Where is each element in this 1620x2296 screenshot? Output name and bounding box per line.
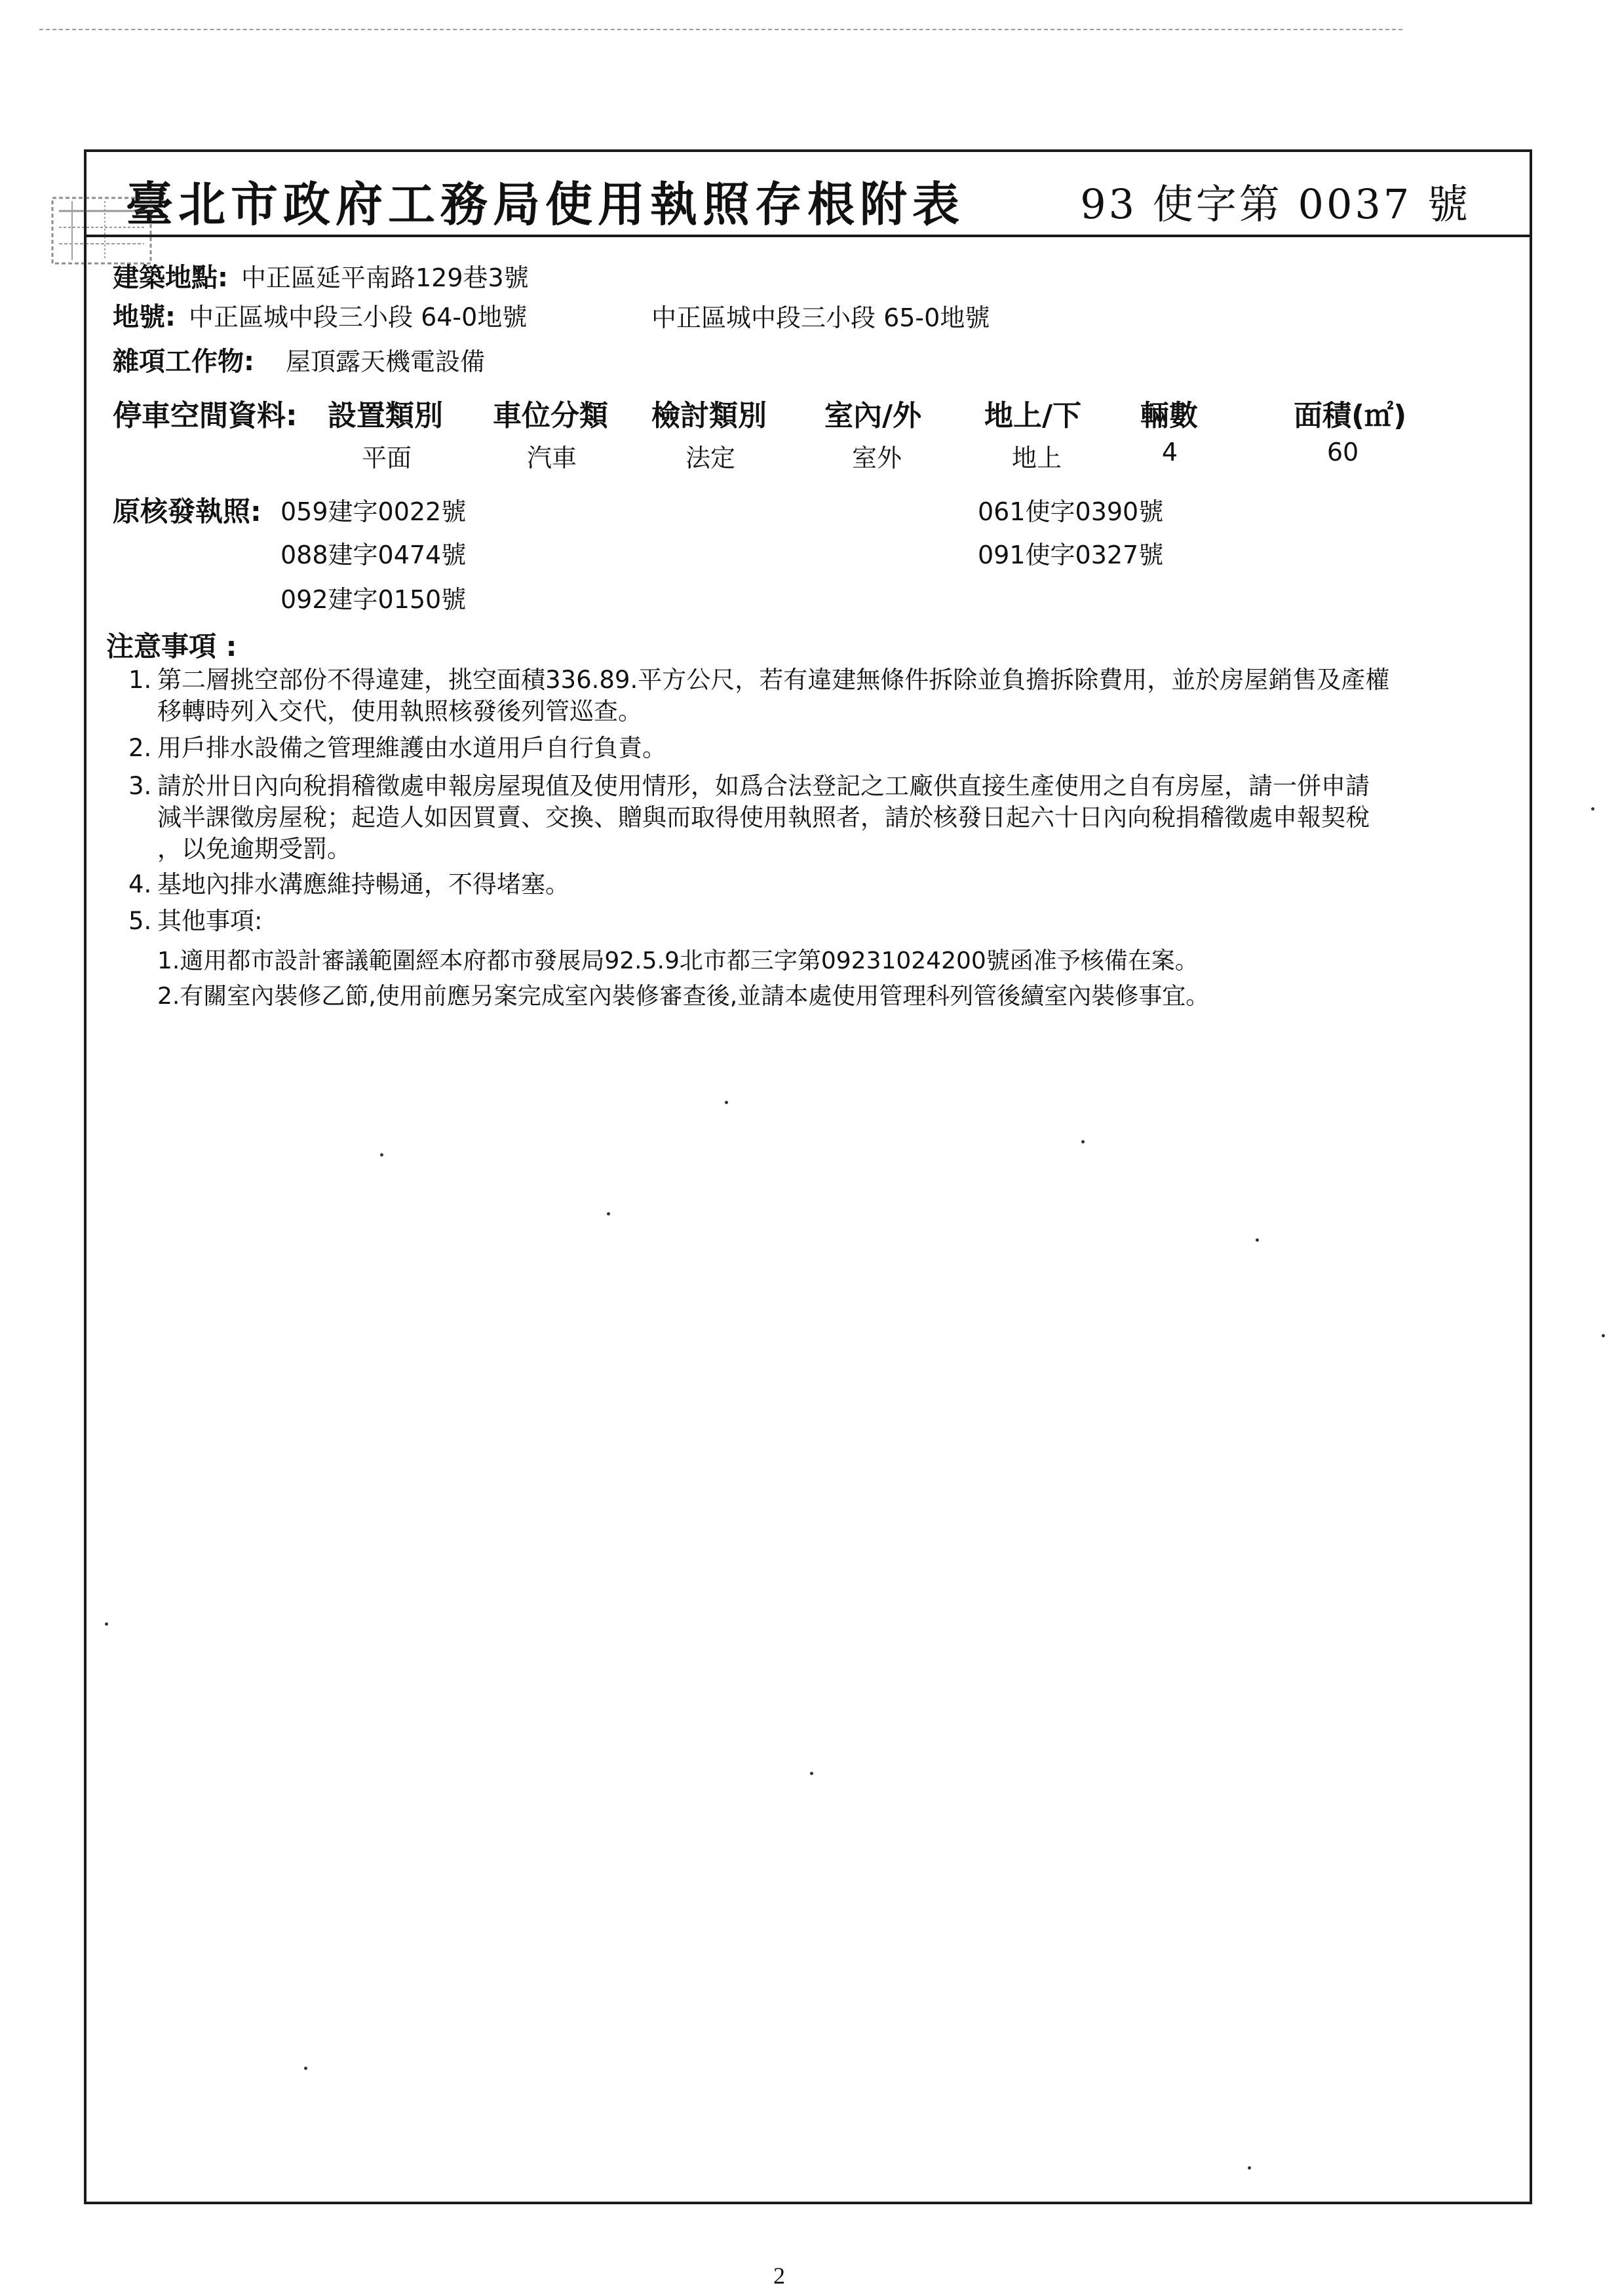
parking-header-type: 設置類別 [328, 399, 443, 432]
parking-cell-category: 汽車 [526, 444, 577, 472]
scan-speck [1248, 2166, 1251, 2170]
note-line: 其他事項: [157, 907, 263, 935]
note-line: 基地內排水溝應維持暢通，不得堵塞。 [157, 870, 569, 898]
note-item-4 [128, 869, 1505, 900]
lot-value-2: 中正區城中段三小段 65-0地號 [651, 303, 990, 332]
page-number: 2 [773, 2263, 785, 2289]
note-item-1 [128, 664, 1505, 727]
scan-speck [1256, 1238, 1259, 1242]
note-number: 1. [128, 666, 152, 694]
scan-speck [304, 2067, 307, 2070]
license-right-2: 091使字0327號 [978, 541, 1164, 569]
parking-cell-count: 4 [1161, 438, 1178, 467]
scan-speck [607, 1212, 610, 1215]
address-row [113, 265, 529, 291]
license-left-3: 092建字0150號 [280, 585, 467, 614]
parking-header-review: 檢討類別 [651, 399, 767, 432]
note-line: ，以免逾期受罰。 [157, 835, 351, 863]
note-number: 5. [128, 907, 152, 935]
parking-header-count: 輛數 [1140, 399, 1198, 432]
other-item-2: 2.有關室內裝修乙節,使用前應另案完成室內裝修審查後,並請本處使用管理科列管後續室內裝修事宜。 [157, 983, 1210, 1010]
license-right-1: 061使字0390號 [978, 497, 1164, 526]
parking-cell-indoor: 室外 [851, 444, 902, 472]
parking-cell-level: 地上 [1011, 444, 1062, 472]
note-line: 請於卅日內向稅捐稽徵處申報房屋現值及使用情形，如爲合法登記之工廠供直接生產使用之自有房屋，請一併申請 [157, 772, 1370, 800]
other-item-1: 1.適用都市設計審議範圍經本府都市發展局92.5.9北市都三字第09231024200號函准予核備在案。 [157, 947, 1199, 974]
scan-speck [1602, 1334, 1605, 1337]
scan-speck [380, 1153, 383, 1157]
note-line: 用戶排水設備之管理維護由水道用戶自行負責。 [157, 734, 666, 762]
document-title: 臺北市政府工務局使用執照存根附表 [126, 176, 965, 232]
note-item-2 [128, 733, 1505, 764]
note-item-5 [128, 906, 1505, 937]
scan-speck [105, 1622, 108, 1626]
note-line: 第二層挑空部份不得違建，挑空面積336.89.平方公尺，若有違建無條件拆除並負擔拆除費用，並於房屋銷售及產權 [157, 666, 1390, 694]
note-number: 2. [128, 734, 152, 762]
note-item-3 [128, 771, 1505, 865]
parking-header-level: 地上/下 [984, 399, 1082, 432]
address-value: 中正區延平南路129巷3號 [241, 263, 529, 292]
note-number: 4. [128, 870, 152, 898]
scan-speck [1081, 1140, 1085, 1143]
parking-header-indoor: 室內/外 [824, 399, 922, 432]
document-frame [84, 149, 1532, 2204]
license-left-2: 088建字0474號 [280, 541, 467, 569]
parking-cell-type: 平面 [361, 444, 412, 472]
scan-speck [1591, 807, 1594, 811]
licenses-label: 原核發執照: [113, 495, 261, 527]
note-line: 移轉時列入交代，使用執照核發後列管巡查。 [157, 697, 642, 725]
scan-speck [725, 1101, 728, 1104]
parking-label: 停車空間資料: [113, 399, 298, 432]
misc-row [113, 349, 485, 375]
lot-value-1: 中正區城中段三小段 64-0地號 [189, 303, 528, 332]
scan-speck [810, 1772, 813, 1775]
notes-title: 注意事項 : [106, 630, 237, 662]
address-label: 建築地點: [113, 263, 228, 293]
lot-row [113, 304, 527, 330]
misc-label: 雜項工作物: [113, 347, 254, 377]
parking-header-category: 車位分類 [493, 399, 608, 432]
note-line: 減半課徵房屋稅；起造人如因買賣、交換、贈與而取得使用執照者，請於核發日起六十日內向稅捐稽徵處申報契稅 [157, 803, 1370, 832]
scan-top-rule [39, 29, 1402, 30]
stamp-mark-icon [46, 191, 164, 270]
note-number: 3. [128, 772, 152, 800]
parking-cell-review: 法定 [685, 444, 735, 472]
parking-cell-area: 60 [1326, 438, 1359, 467]
misc-value: 屋頂露天機電設備 [286, 347, 486, 376]
permit-number: 93 使字第 0037 號 [1080, 180, 1471, 228]
title-band [87, 152, 1530, 237]
license-left-1: 059建字0022號 [280, 497, 467, 526]
parking-header-area: 面積(㎡) [1294, 399, 1407, 432]
lot-label: 地號: [113, 302, 176, 332]
